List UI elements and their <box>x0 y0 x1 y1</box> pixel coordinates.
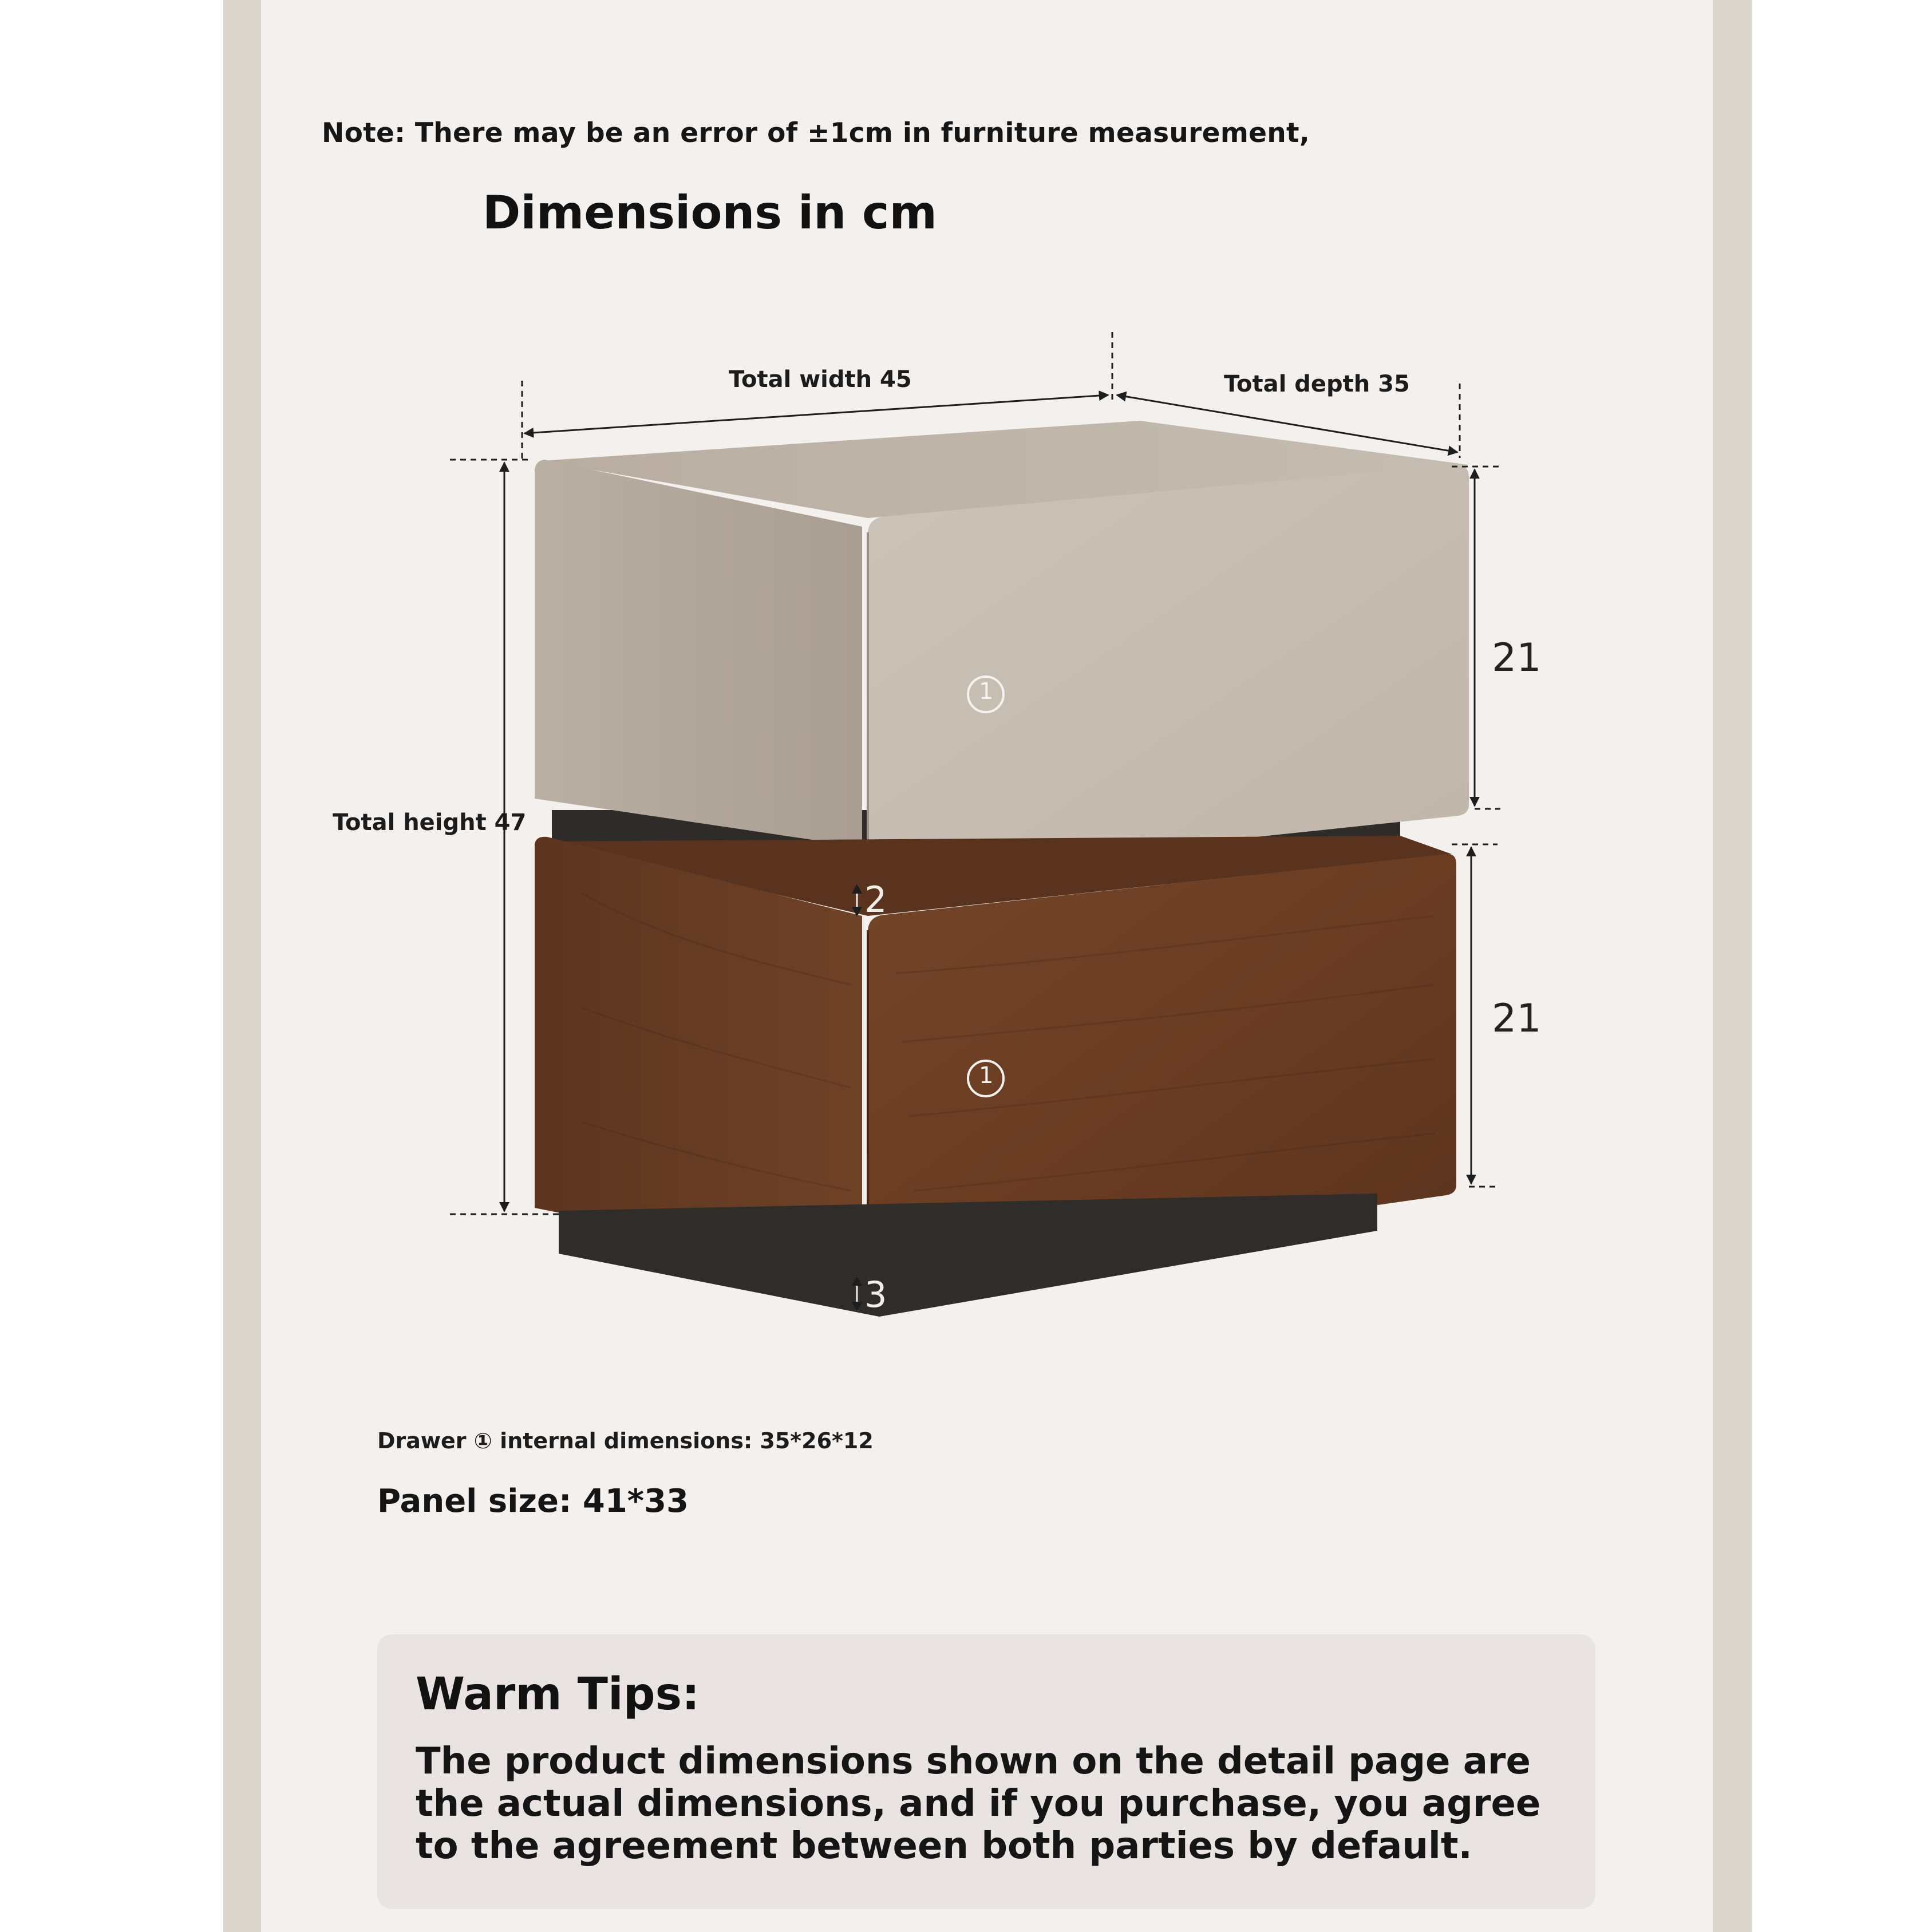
panel-size: Panel size: 41*33 <box>377 1483 689 1520</box>
bottom-drawer-badge-number: 1 <box>979 1062 994 1089</box>
bottom-drawer-height-value: 21 <box>1492 996 1542 1041</box>
top-drawer-height-value: 21 <box>1492 635 1542 681</box>
page-title: Dimensions in cm <box>483 186 937 239</box>
bottom-drawer-height-line <box>1452 844 1498 1187</box>
warm-tips-title: Warm Tips: <box>416 1669 700 1720</box>
total-width-label: Total width 45 <box>729 366 912 393</box>
total-height-label: Total height 47 <box>333 809 527 836</box>
top-drawer <box>535 421 1469 876</box>
warm-tips-body: The product dimensions shown on the detail page are the actual dimensions, and if you purchase, you agree to the agreement between both parties by default. <box>416 1740 1541 1867</box>
product-detail-page <box>261 0 1713 1932</box>
measurement-note: Note: There may be an error of ±1cm in furniture measurement, <box>322 117 1310 149</box>
base-value: 3 <box>864 1274 887 1315</box>
warm-tips-box <box>377 1634 1595 1909</box>
base-plinth <box>559 1194 1377 1317</box>
gap-value: 2 <box>864 879 887 920</box>
top-drawer-badge-number: 1 <box>979 678 994 705</box>
drawer-internal-dimensions: Drawer ① internal dimensions: 35*26*12 <box>377 1428 874 1453</box>
total-depth-label: Total depth 35 <box>1224 371 1410 397</box>
